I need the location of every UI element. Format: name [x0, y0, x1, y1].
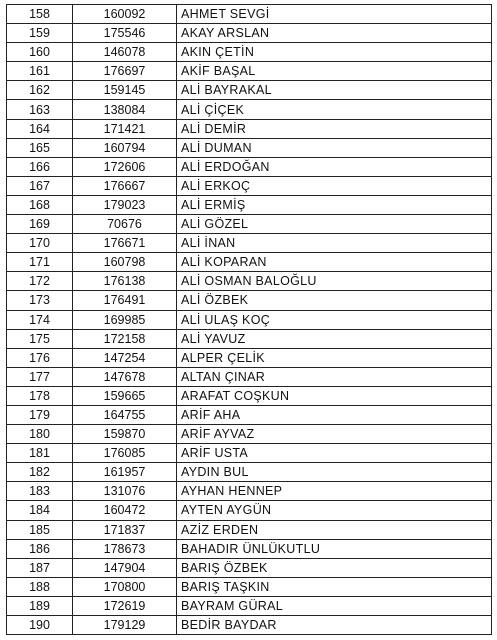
table-row: [7, 596, 492, 615]
full-name-cell: ALİ ULAŞ KOÇ: [177, 310, 492, 329]
registry-number-cell: 179129: [73, 616, 177, 635]
full-name-cell: ARİF USTA: [177, 444, 492, 463]
full-name-cell: AHMET SEVGİ: [177, 5, 492, 24]
row-number-cell: 165: [7, 138, 73, 157]
table-row: [7, 24, 492, 43]
table-row: [7, 463, 492, 482]
registry-number-cell: 160798: [73, 253, 177, 272]
registry-number-cell: 159870: [73, 425, 177, 444]
full-name-cell: AYDIN BUL: [177, 463, 492, 482]
table-row: [7, 157, 492, 176]
row-number-cell: 180: [7, 425, 73, 444]
full-name-cell: BEDİR BAYDAR: [177, 616, 492, 635]
registry-number-cell: 70676: [73, 215, 177, 234]
table-row: [7, 195, 492, 214]
registry-number-cell: 147904: [73, 558, 177, 577]
full-name-cell: ALİ ÇİÇEK: [177, 100, 492, 119]
full-name-cell: ALİ BAYRAKAL: [177, 81, 492, 100]
row-number-cell: 173: [7, 291, 73, 310]
table-row: [7, 234, 492, 253]
full-name-cell: ALİ İNAN: [177, 234, 492, 253]
table-row: [7, 348, 492, 367]
registry-number-cell: 159145: [73, 81, 177, 100]
full-name-cell: ALİ DUMAN: [177, 138, 492, 157]
table-row: [7, 501, 492, 520]
table-row: [7, 425, 492, 444]
table-row: [7, 62, 492, 81]
table-row: [7, 215, 492, 234]
row-number-cell: 177: [7, 367, 73, 386]
registry-number-cell: 178673: [73, 539, 177, 558]
full-name-cell: ALİ OSMAN BALOĞLU: [177, 272, 492, 291]
table-row: [7, 329, 492, 348]
registry-number-cell: 146078: [73, 43, 177, 62]
registry-number-cell: 160472: [73, 501, 177, 520]
row-number-cell: 170: [7, 234, 73, 253]
registry-number-cell: 131076: [73, 482, 177, 501]
table-row: [7, 176, 492, 195]
table-row: [7, 310, 492, 329]
table-row: [7, 482, 492, 501]
row-number-cell: 172: [7, 272, 73, 291]
row-number-cell: 164: [7, 119, 73, 138]
full-name-cell: ALİ ERMİŞ: [177, 195, 492, 214]
row-number-cell: 186: [7, 539, 73, 558]
row-number-cell: 168: [7, 195, 73, 214]
table-row: [7, 577, 492, 596]
row-number-cell: 163: [7, 100, 73, 119]
registry-number-cell: 159665: [73, 386, 177, 405]
row-number-cell: 179: [7, 405, 73, 424]
row-number-cell: 158: [7, 5, 73, 24]
row-number-cell: 189: [7, 596, 73, 615]
row-number-cell: 190: [7, 616, 73, 635]
table-row: [7, 5, 492, 24]
registry-number-cell: 176085: [73, 444, 177, 463]
registry-number-cell: 176491: [73, 291, 177, 310]
full-name-cell: ARİF AHA: [177, 405, 492, 424]
table-body: [7, 5, 492, 635]
registry-number-cell: 172606: [73, 157, 177, 176]
row-number-cell: 178: [7, 386, 73, 405]
registry-number-cell: 170800: [73, 577, 177, 596]
registry-number-cell: 172158: [73, 329, 177, 348]
full-name-cell: ALİ GÖZEL: [177, 215, 492, 234]
row-number-cell: 160: [7, 43, 73, 62]
row-number-cell: 161: [7, 62, 73, 81]
full-name-cell: AYHAN HENNEP: [177, 482, 492, 501]
registry-number-cell: 161957: [73, 463, 177, 482]
full-name-cell: ALİ ERDOĞAN: [177, 157, 492, 176]
full-name-cell: ALİ ÖZBEK: [177, 291, 492, 310]
row-number-cell: 176: [7, 348, 73, 367]
row-number-cell: 184: [7, 501, 73, 520]
full-name-cell: ALİ DEMİR: [177, 119, 492, 138]
full-name-cell: ALİ KOPARAN: [177, 253, 492, 272]
registry-number-cell: 176138: [73, 272, 177, 291]
registry-number-cell: 171837: [73, 520, 177, 539]
registry-number-cell: 172619: [73, 596, 177, 615]
row-number-cell: 167: [7, 176, 73, 195]
row-number-cell: 181: [7, 444, 73, 463]
full-name-cell: BARIŞ ÖZBEK: [177, 558, 492, 577]
full-name-cell: ARİF AYVAZ: [177, 425, 492, 444]
table-row: [7, 81, 492, 100]
full-name-cell: ARAFAT COŞKUN: [177, 386, 492, 405]
row-number-cell: 159: [7, 24, 73, 43]
table-row: [7, 558, 492, 577]
registry-number-cell: 175546: [73, 24, 177, 43]
row-number-cell: 171: [7, 253, 73, 272]
full-name-cell: ALPER ÇELİK: [177, 348, 492, 367]
table-row: [7, 119, 492, 138]
table-row: [7, 138, 492, 157]
registry-number-cell: 164755: [73, 405, 177, 424]
full-name-cell: ALTAN ÇINAR: [177, 367, 492, 386]
table-row: [7, 43, 492, 62]
registry-number-cell: 179023: [73, 195, 177, 214]
table-row: [7, 253, 492, 272]
row-number-cell: 175: [7, 329, 73, 348]
full-name-cell: AKİF BAŞAL: [177, 62, 492, 81]
table-row: [7, 616, 492, 635]
registry-number-cell: 147678: [73, 367, 177, 386]
row-number-cell: 169: [7, 215, 73, 234]
registry-number-cell: 160092: [73, 5, 177, 24]
row-number-cell: 162: [7, 81, 73, 100]
row-number-cell: 182: [7, 463, 73, 482]
full-name-cell: AKIN ÇETİN: [177, 43, 492, 62]
row-number-cell: 174: [7, 310, 73, 329]
registry-number-cell: 138084: [73, 100, 177, 119]
registry-number-cell: 147254: [73, 348, 177, 367]
table-row: [7, 444, 492, 463]
full-name-cell: BAHADIR ÜNLÜKUTLU: [177, 539, 492, 558]
row-number-cell: 188: [7, 577, 73, 596]
full-name-cell: AZİZ ERDEN: [177, 520, 492, 539]
full-name-cell: BAYRAM GÜRAL: [177, 596, 492, 615]
registry-number-cell: 160794: [73, 138, 177, 157]
full-name-cell: BARIŞ TAŞKIN: [177, 577, 492, 596]
full-name-cell: ALİ YAVUZ: [177, 329, 492, 348]
table-row: [7, 539, 492, 558]
table-row: [7, 100, 492, 119]
table-row: [7, 367, 492, 386]
full-name-cell: AKAY ARSLAN: [177, 24, 492, 43]
row-number-cell: 187: [7, 558, 73, 577]
table-row: [7, 405, 492, 424]
registry-number-cell: 176671: [73, 234, 177, 253]
registry-number-cell: 169985: [73, 310, 177, 329]
registry-number-cell: 176697: [73, 62, 177, 81]
row-number-cell: 185: [7, 520, 73, 539]
table-row: [7, 386, 492, 405]
row-number-cell: 183: [7, 482, 73, 501]
full-name-cell: ALİ ERKOÇ: [177, 176, 492, 195]
table-row: [7, 272, 492, 291]
row-number-cell: 166: [7, 157, 73, 176]
table-row: [7, 520, 492, 539]
full-name-cell: AYTEN AYGÜN: [177, 501, 492, 520]
registry-number-cell: 171421: [73, 119, 177, 138]
personnel-table: [6, 4, 492, 635]
table-row: [7, 291, 492, 310]
registry-number-cell: 176667: [73, 176, 177, 195]
